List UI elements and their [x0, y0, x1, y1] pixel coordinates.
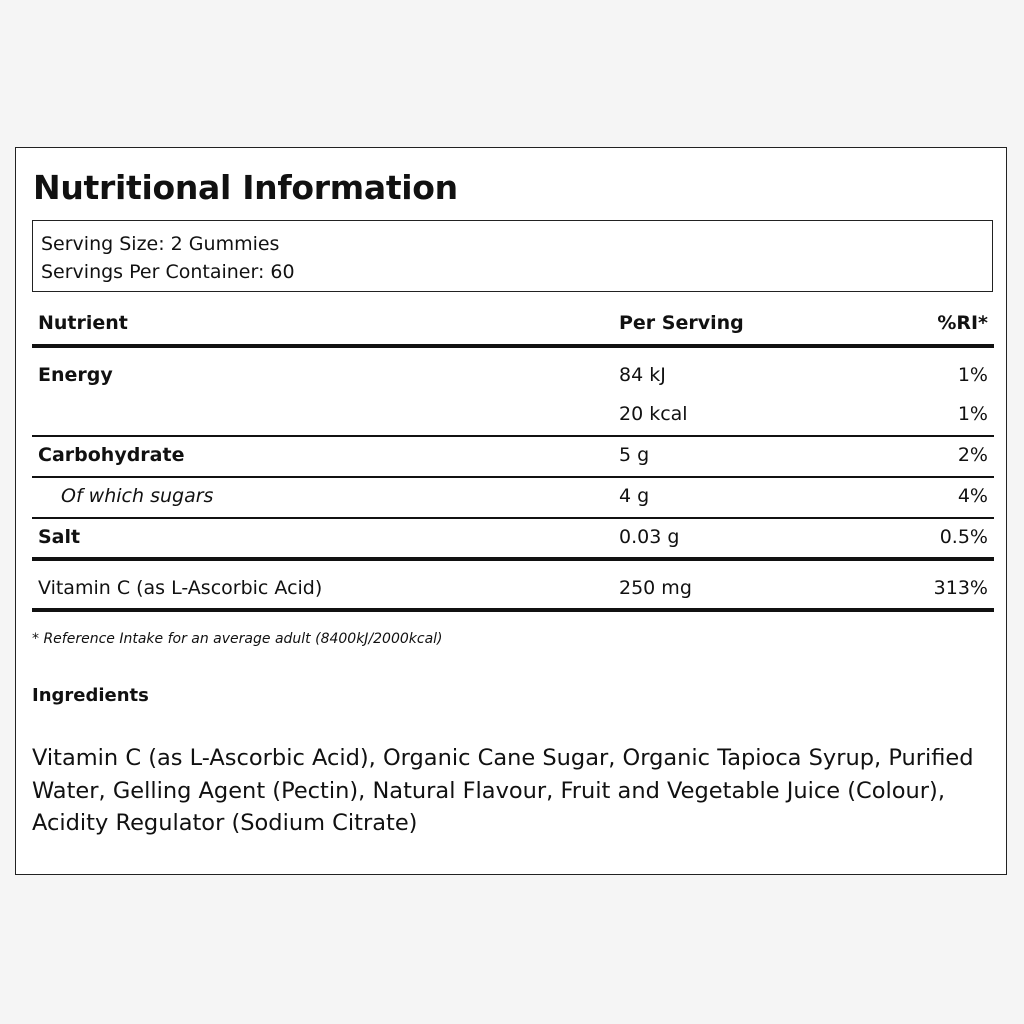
nutrient-name: Carbohydrate	[38, 444, 185, 466]
ingredients-list: Vitamin C (as L-Ascorbic Acid), Organic Cane Sugar, Organic Tapioca Syrup, Purified Water, Gelling Agent (Pectin), Natural Flavour, Fruit and Vegetable Juice (Colour), Acidity Regulator (Sodium Citrate)	[32, 745, 974, 836]
serving-size: Serving Size: 2 Gummies	[41, 233, 280, 255]
per-serving-value: 5 g	[619, 444, 650, 466]
per-serving-value: 84 kJ	[619, 364, 666, 386]
ri-value: 0.5%	[939, 526, 988, 548]
nutrient-name: Vitamin C (as L-Ascorbic Acid)	[38, 577, 323, 599]
per-serving-value: 250 mg	[619, 577, 692, 599]
ingredients-heading: Ingredients	[32, 685, 149, 706]
nutrient-name: Salt	[38, 526, 81, 548]
row-divider	[32, 476, 994, 478]
ri-value: 313%	[933, 577, 988, 599]
nutrient-name: Of which sugars	[61, 485, 214, 507]
page-title: Nutritional Information	[33, 168, 458, 207]
servings-per-container: Servings Per Container: 60	[41, 261, 295, 283]
table-bottom-divider	[32, 608, 994, 612]
header-ri: %RI*	[937, 312, 988, 334]
nutrient-name: Energy	[38, 364, 113, 386]
header-per-serving: Per Serving	[619, 312, 744, 334]
ri-value: 1%	[957, 403, 988, 425]
serving-info-box	[32, 220, 993, 292]
nutrition-label	[15, 147, 1007, 875]
header-divider	[32, 344, 994, 348]
section-divider	[32, 557, 994, 561]
ri-value: 2%	[957, 444, 988, 466]
ri-value: 1%	[957, 364, 988, 386]
row-divider	[32, 435, 994, 437]
ri-value: 4%	[957, 485, 988, 507]
header-nutrient: Nutrient	[38, 312, 128, 334]
ri-footnote: * Reference Intake for an average adult (8400kJ/2000kcal)	[32, 631, 443, 647]
per-serving-value: 20 kcal	[619, 403, 688, 425]
row-divider	[32, 517, 994, 519]
per-serving-value: 0.03 g	[619, 526, 680, 548]
per-serving-value: 4 g	[619, 485, 650, 507]
